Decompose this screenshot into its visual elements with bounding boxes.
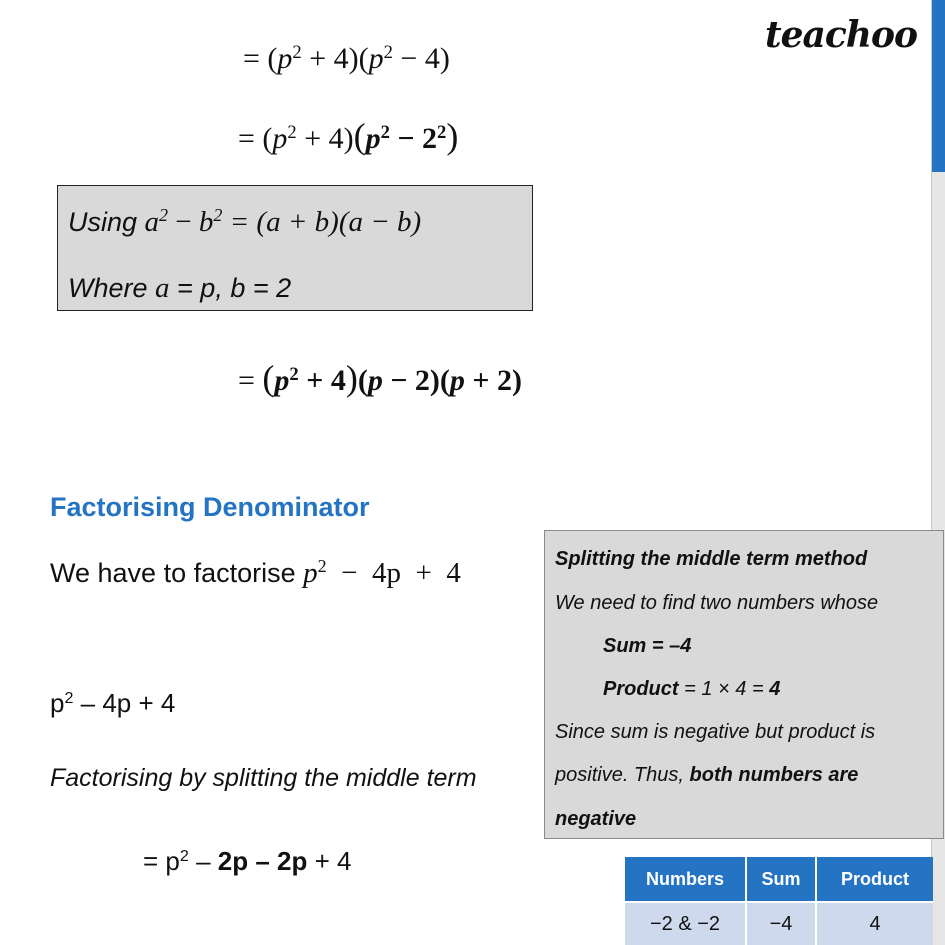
expr-rest: – 4p + 4 bbox=[73, 688, 176, 718]
big-paren: ( bbox=[353, 116, 366, 156]
paren: ( bbox=[357, 364, 368, 397]
table-header-row bbox=[625, 857, 933, 902]
equals-sign: = bbox=[238, 364, 255, 397]
where-word: Where bbox=[68, 273, 156, 303]
exponent: 2 bbox=[292, 41, 302, 63]
exponent: 2 bbox=[159, 205, 169, 226]
term: − bbox=[389, 122, 423, 155]
expression-line bbox=[50, 688, 175, 719]
exponent: 2 bbox=[213, 205, 223, 226]
exponent: 2 bbox=[380, 121, 390, 143]
table-cell: −4 bbox=[746, 902, 816, 945]
big-paren: ( bbox=[262, 358, 275, 398]
split-prefix: = p bbox=[143, 846, 180, 876]
equals-sign: = bbox=[238, 122, 255, 155]
scrollbar-thumb[interactable] bbox=[932, 0, 945, 172]
line5-prefix: positive. Thus, bbox=[555, 764, 690, 786]
exponent: 2 bbox=[64, 689, 74, 708]
math-line-2 bbox=[238, 115, 458, 157]
split-middle-term-line bbox=[143, 846, 351, 877]
exponent: 2 bbox=[317, 556, 327, 577]
intro-text: We have to factorise bbox=[50, 558, 304, 588]
factorise-intro bbox=[50, 557, 461, 590]
where-line bbox=[68, 272, 291, 305]
line5-bold: both numbers are bbox=[689, 764, 859, 786]
math-line-1 bbox=[243, 42, 450, 76]
exponent: 2 bbox=[179, 847, 189, 866]
var-p-bold: p bbox=[367, 364, 383, 397]
split-dash: – bbox=[188, 846, 218, 876]
term: + 4)( bbox=[301, 42, 369, 75]
column-header: Numbers bbox=[625, 857, 746, 902]
method-note: Factorising by splitting the middle term bbox=[50, 764, 477, 792]
var-p-bold: p bbox=[274, 364, 290, 397]
number-two: 2 bbox=[422, 122, 438, 155]
big-paren: ) bbox=[446, 116, 459, 156]
paren: ( bbox=[262, 122, 273, 155]
big-paren: ) bbox=[345, 358, 358, 398]
term: + 4 bbox=[298, 364, 346, 397]
term: − 2) bbox=[382, 364, 440, 397]
note-sum: Sum = –4 bbox=[603, 635, 692, 657]
note-line-4: Since sum is negative but product is bbox=[555, 721, 876, 743]
product-expr: = 1 × 4 = bbox=[678, 678, 770, 700]
split-bold-terms: 2p – 2p bbox=[217, 846, 308, 876]
paren: ( bbox=[267, 42, 278, 75]
using-word: Using bbox=[68, 207, 145, 237]
note-product bbox=[603, 678, 780, 701]
math-line-3 bbox=[238, 357, 522, 399]
split-rest: + 4 bbox=[307, 846, 352, 876]
var-p: p bbox=[303, 557, 318, 589]
term: − bbox=[168, 206, 199, 238]
product-label: Product bbox=[603, 678, 679, 700]
splitting-method-note-box bbox=[544, 530, 944, 839]
var-p: p bbox=[277, 42, 293, 75]
term: − 4) bbox=[392, 42, 450, 75]
identity-formula-box bbox=[57, 185, 533, 311]
exponent: 2 bbox=[437, 121, 447, 143]
note-title: Splitting the middle term method bbox=[555, 548, 868, 570]
equals-sign: = bbox=[243, 42, 260, 75]
exponent: 2 bbox=[383, 41, 393, 63]
identity-rest: = (a + b)(a − b) bbox=[222, 206, 422, 238]
expr-rest: − 4p + 4 bbox=[326, 557, 461, 589]
note-line-6: negative bbox=[555, 808, 637, 830]
exponent: 2 bbox=[287, 121, 297, 143]
paren: ( bbox=[439, 364, 450, 397]
note-line-1: We need to find two numbers whose bbox=[555, 592, 879, 614]
table-cell: 4 bbox=[816, 902, 933, 945]
term: + 4) bbox=[296, 122, 354, 155]
expr-base: p bbox=[50, 688, 65, 718]
numbers-table bbox=[625, 857, 933, 945]
exponent: 2 bbox=[289, 363, 299, 385]
teachoo-logo: teachoo bbox=[765, 14, 917, 56]
where-rest: = p, b = 2 bbox=[169, 273, 292, 303]
column-header: Sum bbox=[746, 857, 816, 902]
identity-line bbox=[68, 206, 421, 239]
var-p: p bbox=[272, 122, 288, 155]
section-heading: Factorising Denominator bbox=[50, 492, 370, 522]
column-header: Product bbox=[816, 857, 933, 902]
note-line-5 bbox=[555, 764, 858, 787]
var-p-bold: p bbox=[365, 122, 381, 155]
var-a: a bbox=[155, 272, 170, 304]
var-p-bold: p bbox=[449, 364, 465, 397]
var-p: p bbox=[368, 42, 384, 75]
product-value: 4 bbox=[769, 678, 781, 700]
table-cell: −2 & −2 bbox=[625, 902, 746, 945]
term: + 2) bbox=[464, 364, 523, 397]
var-a: a bbox=[144, 206, 160, 238]
var-b: b bbox=[198, 206, 214, 238]
table-row bbox=[625, 902, 933, 945]
